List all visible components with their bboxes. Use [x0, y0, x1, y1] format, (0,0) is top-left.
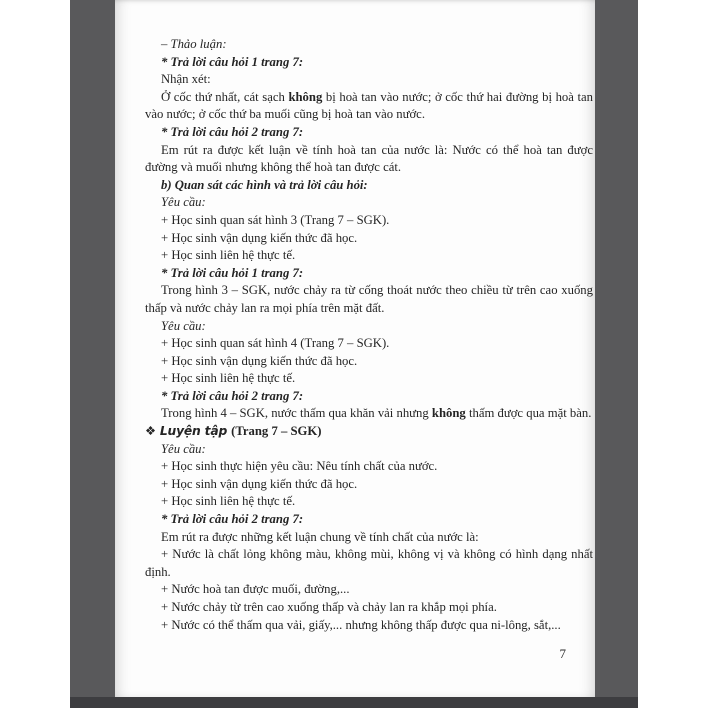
text-line: [145, 405, 593, 423]
text-line: [145, 581, 593, 599]
text-line: [145, 282, 593, 317]
text-segment: Yêu cầu:: [161, 195, 206, 210]
scanned-page: [115, 0, 595, 697]
text-segment: + Học sinh vận dụng kiến thức đã học.: [161, 353, 358, 368]
text-line: [145, 476, 593, 494]
text-segment: + Nước hoà tan được muối, đường,...: [161, 582, 350, 597]
heading-line: [145, 388, 593, 406]
text-segment: + Học sinh vận dụng kiến thức đã học.: [161, 230, 358, 245]
text-segment: + Học sinh quan sát hình 4 (Trang 7 – SGK).: [161, 336, 390, 351]
text-segment: * Trả lời câu hỏi 1 trang 7:: [161, 265, 304, 280]
text-segment: Trong hình 3 – SGK, nước chảy ra từ cống thoát nước theo chiều từ trên cao xuống thấp và nước chảy lan ra mọi phía trên mặt đất.: [145, 283, 593, 315]
text-segment: Ở cốc thứ nhất, cát sạch: [161, 89, 289, 104]
page-text: [145, 36, 593, 663]
section-heading: [145, 423, 593, 441]
text-segment: Em rút ra được những kết luận chung về tính chất của nước là:: [161, 529, 479, 544]
text-line: [145, 546, 593, 581]
text-segment: ❖: [145, 424, 160, 439]
text-segment: bị hoà tan vào nước; ở cốc thứ hai đường bị hoà tan vào nước; ở cốc thứ ba muối cũng bị hoà tan vào nước.: [145, 89, 593, 122]
heading-line: [145, 177, 593, 195]
text-segment: Em rút ra được kết luận về tính hoà tan của nước là: Nước có thể hoà tan được đường và muối nhưng không thể hoà tan được cát.: [145, 142, 593, 175]
text-segment: – Thảo luận:: [161, 37, 227, 51]
text-line: [145, 599, 593, 617]
text-segment: * Trả lời câu hỏi 2 trang 7:: [161, 124, 304, 139]
text-segment: + Học sinh vận dụng kiến thức đã học.: [161, 476, 358, 491]
text-segment: không: [288, 89, 323, 104]
page-number: 7: [559, 646, 566, 662]
backdrop-bottom-band: [70, 697, 638, 708]
heading-line: [145, 54, 593, 72]
text-segment: b) Quan sát các hình và trả lời câu hỏi:: [161, 177, 368, 192]
text-segment: Trong hình 4 – SGK, nước thấm qua khăn vải nhưng: [161, 406, 432, 421]
backdrop-left-band: [70, 0, 115, 708]
text-segment: + Nước chảy từ trên cao xuống thấp và chảy lan ra khắp mọi phía.: [161, 600, 497, 614]
text-line: [145, 71, 593, 89]
text-line: [145, 353, 593, 371]
text-segment: (Trang 7 – SGK): [231, 424, 322, 439]
text-line: [145, 617, 593, 635]
text-segment: + Học sinh liên hệ thực tế.: [161, 494, 296, 509]
text-line: [145, 335, 593, 353]
text-line: [145, 247, 593, 265]
text-segment: không: [431, 406, 466, 421]
text-segment: + Nước có thể thấm qua vải, giấy,... nhưng không thấp được qua ni-lông, sắt,...: [161, 617, 561, 632]
text-segment: * Trả lời câu hỏi 2 trang 7:: [161, 512, 304, 527]
text-segment: * Trả lời câu hỏi 1 trang 7:: [161, 54, 304, 69]
heading-line: [145, 511, 593, 529]
text-segment: Yêu cầu:: [161, 441, 206, 456]
text-line: [145, 142, 593, 177]
heading-line: [145, 265, 593, 283]
text-line: [145, 370, 593, 388]
text-segment: thấm được qua mặt bàn.: [465, 406, 592, 421]
text-line: [145, 230, 593, 248]
text-line: [145, 36, 593, 54]
heading-line: [145, 124, 593, 142]
text-line: [145, 89, 593, 124]
text-segment: + Học sinh thực hiện yêu cầu: Nêu tính chất của nước.: [161, 459, 438, 474]
text-line: [145, 212, 593, 230]
text-segment: + Nước là chất lỏng không màu, không mùi, không vị và không có hình dạng nhất định.: [145, 547, 593, 579]
text-line: [145, 458, 593, 476]
text-segment: + Học sinh liên hệ thực tế.: [161, 248, 296, 263]
text-line: [145, 318, 593, 336]
text-segment: Luyện tập: [159, 424, 232, 439]
text-line: [145, 529, 593, 547]
backdrop-right-band: [595, 0, 638, 708]
text-segment: Nhận xét:: [161, 72, 211, 87]
text-segment: + Học sinh quan sát hình 3 (Trang 7 – SGK).: [161, 212, 390, 227]
text-line: [145, 493, 593, 511]
text-segment: + Học sinh liên hệ thực tế.: [161, 371, 296, 386]
text-line: [145, 441, 593, 459]
text-line: [145, 194, 593, 212]
text-segment: * Trả lời câu hỏi 2 trang 7:: [161, 388, 304, 403]
text-segment: Yêu cầu:: [161, 318, 206, 333]
